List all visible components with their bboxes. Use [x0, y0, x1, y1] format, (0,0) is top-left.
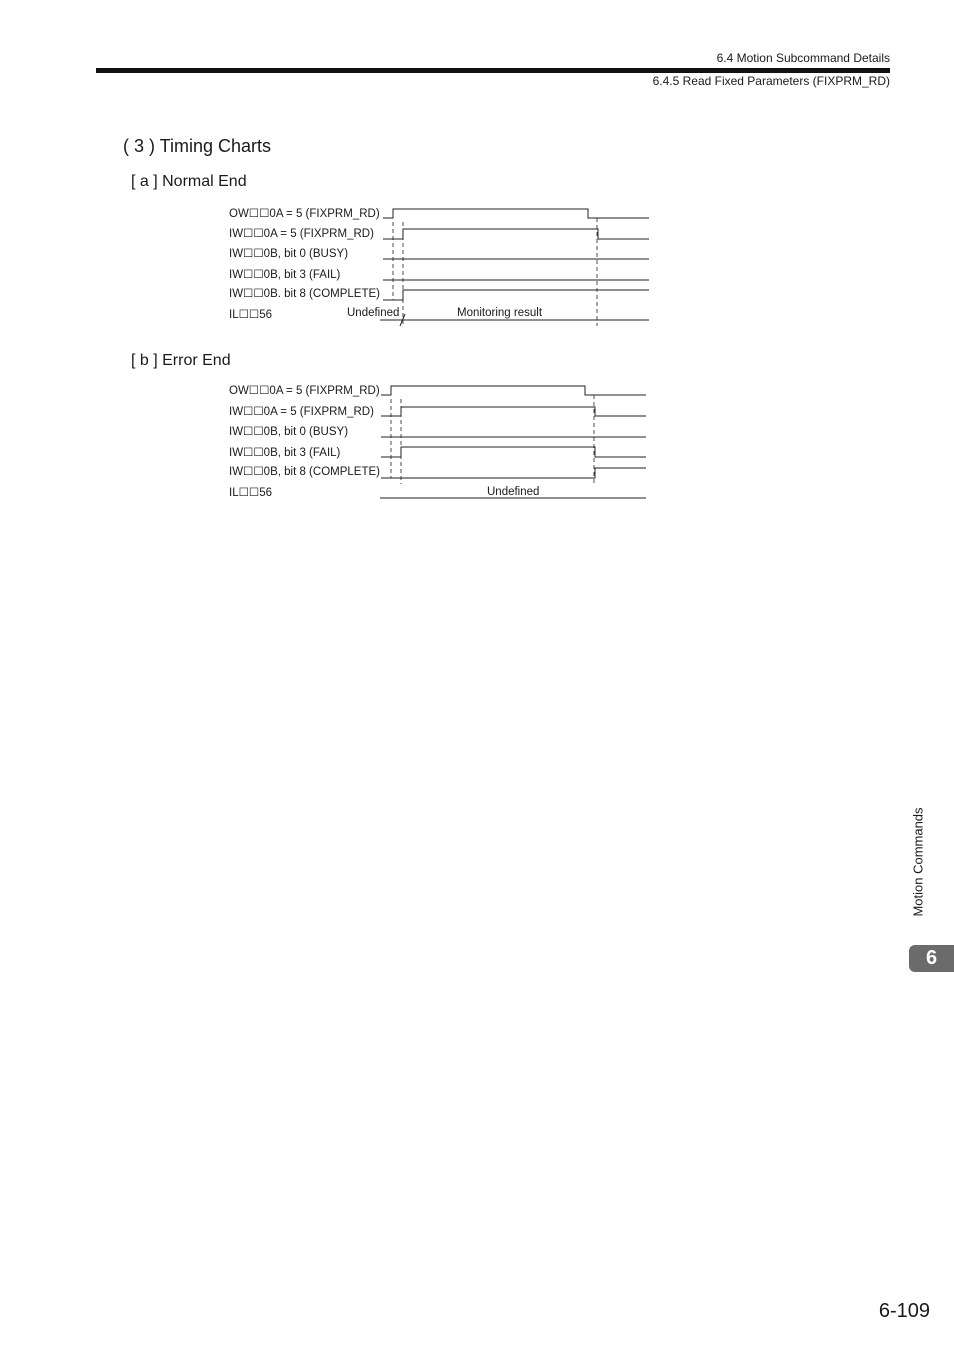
- error-trace-ow0a: [381, 386, 646, 395]
- error-trace-fail: [381, 447, 646, 457]
- section-heading: ( 3 ) Timing Charts: [123, 136, 272, 156]
- normal-signal-busy: IW☐☐0B, bit 0 (BUSY): [229, 248, 349, 260]
- normal-il56-transition: [400, 314, 405, 326]
- error-trace-iw0a: [381, 407, 646, 416]
- page-number: 6-109: [878, 1300, 930, 1322]
- error-signal-iw0a: IW☐☐0A = 5 (FIXPRM_RD): [229, 406, 374, 418]
- normal-trace-ow0a: [383, 209, 649, 218]
- error-signal-busy: IW☐☐0B, bit 0 (BUSY): [229, 426, 349, 438]
- normal-result-label: Monitoring result: [457, 307, 543, 319]
- header-rule: [96, 68, 890, 73]
- error-signal-complete: IW☐☐0B, bit 8 (COMPLETE): [229, 466, 380, 478]
- normal-trace-complete: [383, 290, 649, 300]
- error-trace-complete: [381, 468, 646, 478]
- error-signal-ow0a: OW☐☐0A = 5 (FIXPRM_RD): [229, 385, 380, 397]
- normal-trace-iw0a: [383, 229, 649, 239]
- normal-end-title: [ a ] Normal End: [131, 173, 247, 190]
- side-tab-label: Motion Commands: [910, 807, 926, 917]
- error-signal-fail: IW☐☐0B, bit 3 (FAIL): [229, 447, 341, 459]
- normal-signal-ow0a: OW☐☐0A = 5 (FIXPRM_RD): [229, 208, 380, 220]
- normal-undefined-label: Undefined: [347, 307, 400, 319]
- error-signal-il56: IL☐☐56: [229, 487, 273, 499]
- header-section-title: 6.4 Motion Subcommand Details: [716, 51, 890, 65]
- error-end-title: [ b ] Error End: [131, 352, 231, 369]
- header-subsection-title: 6.4.5 Read Fixed Parameters (FIXPRM_RD): [652, 74, 890, 88]
- normal-signal-complete: IW☐☐0B. bit 8 (COMPLETE): [229, 288, 380, 300]
- normal-signal-fail: IW☐☐0B, bit 3 (FAIL): [229, 269, 341, 281]
- normal-signal-iw0a: IW☐☐0A = 5 (FIXPRM_RD): [229, 228, 374, 240]
- normal-signal-il56: IL☐☐56: [229, 309, 273, 321]
- chapter-tab: 6: [909, 945, 954, 972]
- error-undefined-label: Undefined: [487, 486, 540, 498]
